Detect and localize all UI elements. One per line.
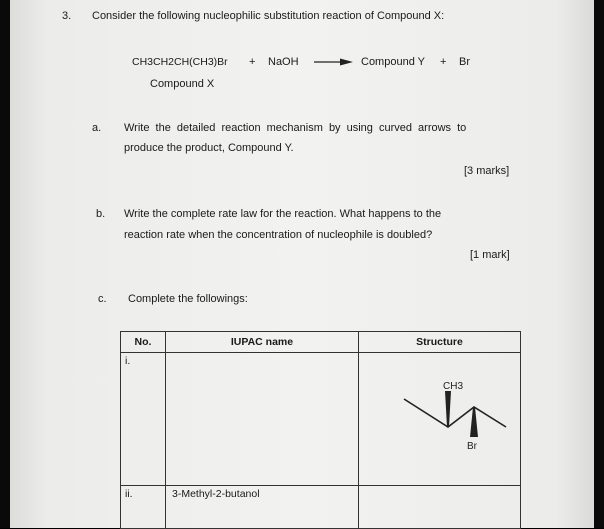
part-b-line2: reaction rate when the concentration of nucleophile is doubled? — [124, 229, 433, 241]
product-label: Compound Y — [361, 56, 426, 68]
header-structure: Structure — [359, 332, 521, 353]
part-c-text: Complete the followings: — [128, 293, 248, 305]
row-iupac-name: 3-Methyl-2-butanol — [166, 486, 359, 529]
reaction-arrow-icon — [314, 57, 354, 67]
part-a-marks: [3 marks] — [464, 165, 510, 177]
reactant-label: Compound X — [150, 78, 215, 90]
question-number: 3. — [62, 10, 72, 22]
part-a-line2: produce the product, Compound Y. — [124, 142, 294, 154]
right-shadow — [594, 0, 604, 528]
row-structure — [359, 353, 521, 486]
left-shadow — [0, 0, 10, 528]
answer-table — [120, 331, 521, 529]
row-structure-blank[interactable] — [359, 486, 521, 529]
table-row — [121, 353, 521, 486]
plus-sign-2: + — [440, 56, 447, 68]
row-number: ii. — [121, 486, 166, 529]
part-b-marks: [1 mark] — [470, 249, 510, 261]
part-a-line1: Write the detailed reaction mechanism by using curved arrows to — [124, 122, 467, 134]
row-number: i. — [121, 353, 166, 486]
br-label: Br — [467, 441, 477, 452]
header-iupac-name: IUPAC name — [166, 332, 359, 353]
ch3-label: CH3 — [443, 381, 464, 392]
table-row — [121, 486, 521, 529]
reagent-formula: NaOH — [268, 56, 299, 68]
part-b-line1: Write the complete rate law for the reaction. What happens to the — [124, 208, 442, 220]
part-b-label: b. — [96, 208, 106, 220]
skeletal-structure-icon — [359, 353, 520, 483]
part-c-label: c. — [98, 293, 107, 305]
table-header-row — [121, 332, 521, 353]
byproduct-formula: Br — [459, 56, 470, 68]
part-a-label: a. — [92, 122, 102, 134]
row-iupac-name-blank[interactable] — [166, 353, 359, 486]
header-no: No. — [121, 332, 166, 353]
reactant-formula: CH3CH2CH(CH3)Br — [132, 56, 228, 68]
plus-sign-1: + — [249, 56, 256, 68]
question-prompt: Consider the following nucleophilic substitution reaction of Compound X: — [92, 10, 445, 22]
